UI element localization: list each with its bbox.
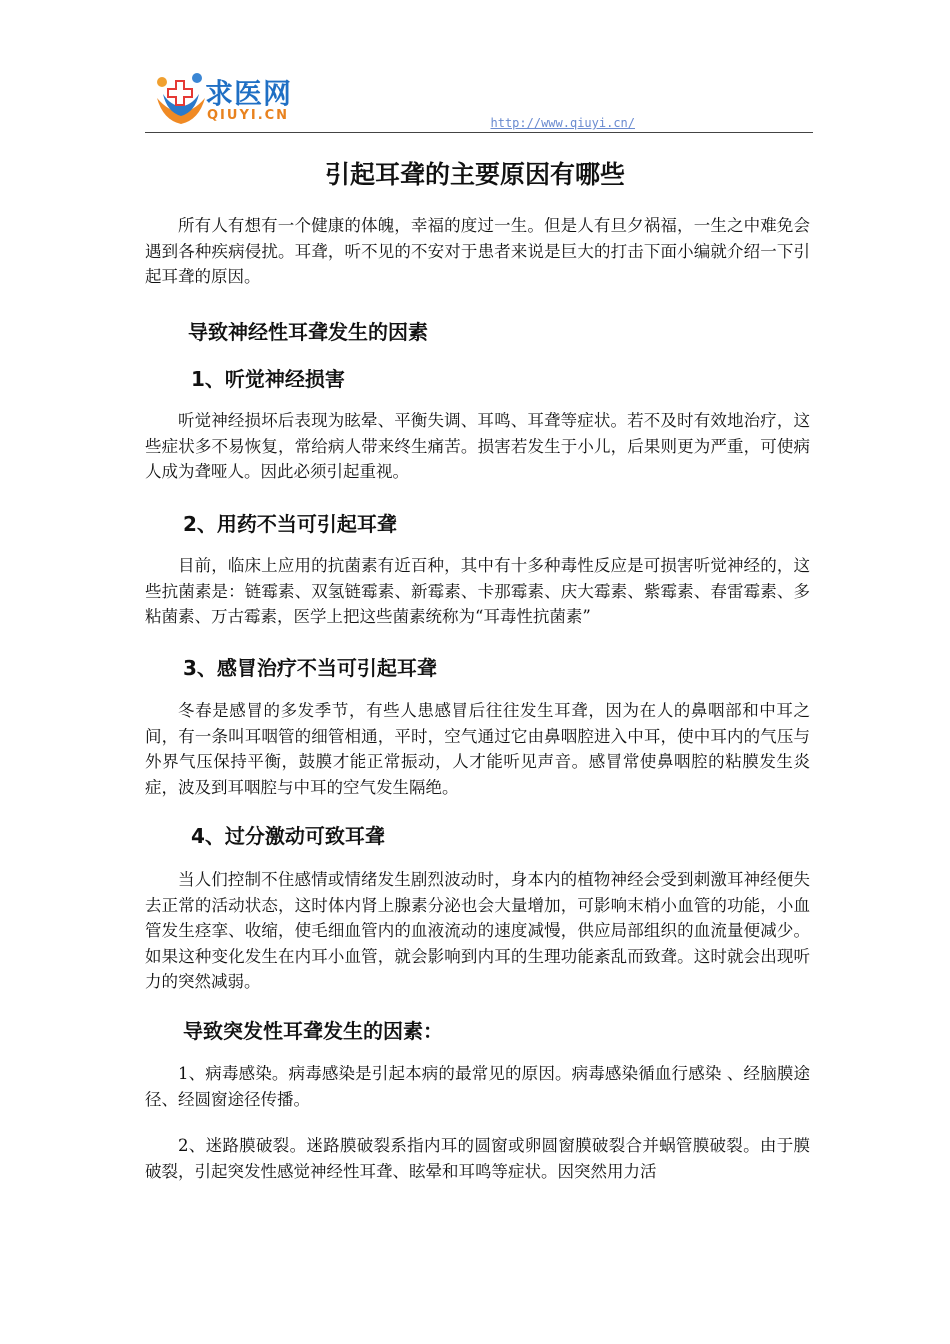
section2-para1	[145, 1061, 810, 1112]
item4-heading: 4、过分激动可致耳聋	[191, 824, 385, 848]
item2-body	[145, 553, 810, 630]
item4-body	[145, 867, 810, 995]
item3-heading: 3、感冒治疗不当可引起耳聋	[183, 656, 437, 680]
item3-body	[145, 698, 810, 800]
medical-cross-logo-icon	[153, 68, 209, 128]
page-title: 引起耳聋的主要原因有哪些	[324, 160, 625, 189]
site-url-link[interactable]: http://www.qiuyi.cn/	[490, 116, 635, 130]
header-divider	[145, 132, 813, 133]
intro-paragraph	[145, 213, 810, 290]
item2-heading: 2、用药不当可引起耳聋	[183, 512, 397, 536]
item1-body	[145, 408, 810, 485]
intro-text: 所有人有想有一个健康的体魄，幸福的度过一生。但是人有旦夕祸福，一生之中难免会遇到各种疾病侵扰。耳聋，听不见的不安对于患者来说是巨大的打击下面小编就介绍一下引起耳聋的原因。	[145, 216, 810, 286]
qiuyi-logo	[153, 68, 333, 128]
item3-text: 冬春是感冒的多发季节，有些人患感冒后往往发生耳聋，因为在人的鼻咽部和中耳之间，有一条叫耳咽管的细管相通，平时，空气通过它由鼻咽腔进入中耳，使中耳内的气压与外界气压保持平衡，鼓膜才能正常振动，人才能听见声音。感冒常使鼻咽腔的粘膜发生炎症，波及到耳咽腔与中耳的空气发生隔绝。	[145, 701, 810, 797]
section2-para1-text: 1、病毒感染。病毒感染是引起本病的最常见的原因。病毒感染循血行感染 、经脑膜途径、经圆窗途径传播。	[145, 1064, 810, 1109]
item2-text: 目前，临床上应用的抗菌素有近百种，其中有十多种毒性反应是可损害听觉神经的，这些抗菌素是：链霉素、双氢链霉素、新霉素、卡那霉素、庆大霉素、紫霉素、春雷霉素、多粘菌素、万古霉素，医学上把这些菌素统称为“耳毒性抗菌素”	[145, 556, 810, 626]
page-header	[145, 62, 813, 134]
logo-text-cn: 求医网	[205, 77, 293, 110]
section2-para2	[145, 1133, 810, 1184]
item1-heading: 1、听觉神经损害	[191, 367, 345, 391]
logo-text-en: QIUYI.CN	[207, 108, 290, 123]
section1-heading: 导致神经性耳聋发生的因素	[188, 320, 428, 344]
section2-heading: 导致突发性耳聋发生的因素：	[183, 1019, 443, 1043]
item1-text: 听觉神经损坏后表现为眩晕、平衡失调、耳鸣、耳聋等症状。若不及时有效地治疗，这些症状多不易恢复，常给病人带来终生痛苦。损害若发生于小儿，后果则更为严重，可使病人成为聋哑人。因此必须引起重视。	[145, 411, 810, 481]
section2-para2-text: 2、迷路膜破裂。迷路膜破裂系指内耳的圆窗或卵圆窗膜破裂合并蜗管膜破裂。由于膜破裂，引起突发性感觉神经性耳聋、眩晕和耳鸣等症状。因突然用力活	[145, 1136, 810, 1181]
item4-text: 当人们控制不住感情或情绪发生剧烈波动时，身本内的植物神经会受到刺激耳神经便失去正常的活动状态，这时体内肾上腺素分泌也会大量增加，可影响末梢小血管的功能，小血管发生痉挛、收缩，使毛细血管内的血液流动的速度减慢，供应局部组织的血流量便减少。如果这种变化发生在内耳小血管，就会影响到内耳的生理功能紊乱而致聋。这时就会出现听力的突然减弱。	[145, 870, 810, 991]
